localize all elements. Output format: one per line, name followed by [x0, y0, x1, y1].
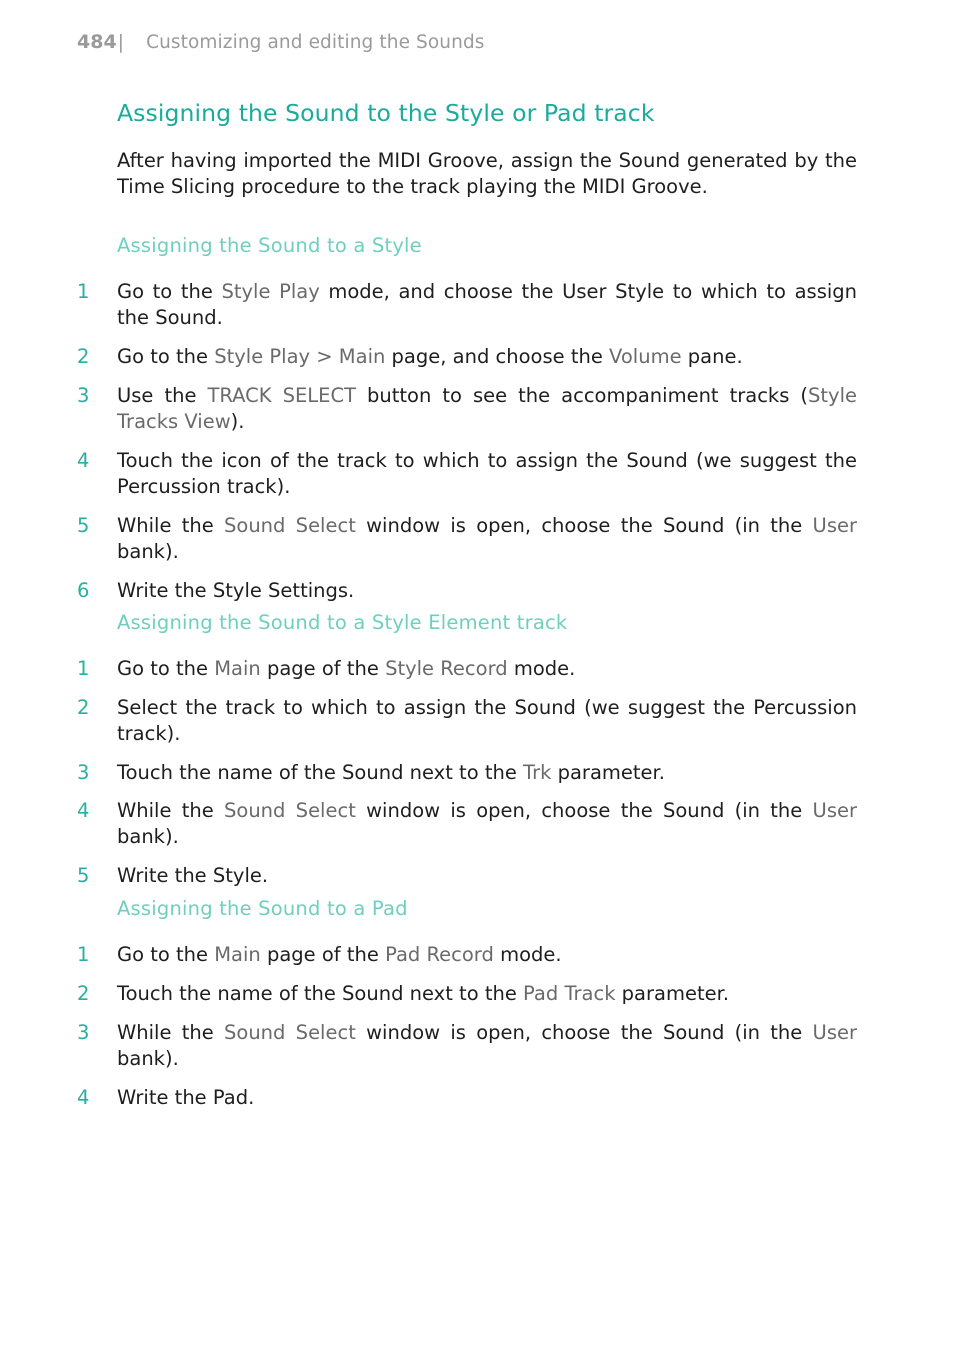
step-text	[117, 578, 857, 604]
step-item	[0, 1020, 954, 1072]
step-text-run: While the	[117, 514, 225, 537]
ui-keyword: Sound Select	[224, 514, 356, 537]
step-text-run: bank).	[117, 540, 179, 563]
step-text-run: parameter.	[551, 761, 665, 784]
step-text	[117, 798, 857, 850]
step-text-run: page, and choose the	[385, 345, 610, 368]
step-text-run: Write the Style Settings.	[117, 579, 355, 602]
step-text-run: Write the Pad.	[117, 1086, 255, 1109]
ui-keyword: User	[812, 1021, 857, 1044]
page-header	[77, 31, 485, 59]
step-text-run: While the	[117, 799, 225, 822]
step-number: 2	[77, 345, 90, 368]
step-item	[0, 760, 954, 786]
step-text-run: Use the	[117, 384, 208, 407]
step-text-run: mode.	[507, 657, 576, 680]
ui-keyword: Pad Track	[523, 982, 616, 1005]
step-item	[0, 344, 954, 370]
step-text-run: button to see the accompaniment tracks (	[356, 384, 809, 407]
step-text-run: window is open, choose the Sound (in the	[355, 1021, 813, 1044]
step-number: 3	[77, 384, 90, 407]
step-text-run: Touch the name of the Sound next to the	[117, 761, 524, 784]
step-text	[117, 656, 857, 682]
step-text	[117, 1085, 857, 1111]
ui-keyword: Sound Select	[224, 799, 356, 822]
step-item	[0, 279, 954, 331]
step-text	[117, 863, 857, 889]
header-separator: |	[117, 31, 125, 53]
step-text	[117, 513, 857, 565]
step-text-run: Go to the	[117, 280, 222, 303]
step-text	[117, 695, 857, 747]
section-title: Assigning the Sound to the Style or Pad track	[117, 99, 655, 127]
step-number: 1	[77, 657, 90, 680]
ui-keyword: Volume	[609, 345, 682, 368]
step-item	[0, 383, 954, 435]
ui-keyword: User	[812, 799, 857, 822]
subhead-style-element: Assigning the Sound to a Style Element track	[117, 611, 568, 634]
ui-keyword: Style Tracks View	[117, 384, 857, 433]
step-text-run: page of the	[260, 657, 386, 680]
step-number: 4	[77, 799, 90, 822]
step-text-run: Write the Style.	[117, 864, 269, 887]
ui-keyword: Style Record	[385, 657, 508, 680]
step-item	[0, 863, 954, 889]
step-text-run: Go to the	[117, 943, 215, 966]
step-item	[0, 798, 954, 850]
step-text	[117, 448, 857, 500]
step-item	[0, 578, 954, 604]
step-text-run: ).	[230, 410, 245, 433]
step-text	[117, 344, 857, 370]
ui-keyword: Style Play > Main	[214, 345, 386, 368]
step-item	[0, 1085, 954, 1111]
step-number: 4	[77, 1086, 90, 1109]
step-text-run: page of the	[260, 943, 386, 966]
ui-keyword: Style Play	[221, 280, 320, 303]
ui-keyword: TRACK SELECT	[207, 384, 356, 407]
step-text-run: pane.	[681, 345, 743, 368]
ui-keyword: Sound Select	[224, 1021, 356, 1044]
step-text-run: Touch the name of the Sound next to the	[117, 982, 524, 1005]
step-number: 2	[77, 696, 90, 719]
step-item	[0, 656, 954, 682]
step-text-run: window is open, choose the Sound (in the	[355, 799, 813, 822]
step-text	[117, 383, 857, 435]
step-text	[117, 1020, 857, 1072]
step-text	[117, 981, 857, 1007]
page-number: 484	[77, 31, 117, 53]
step-number: 2	[77, 982, 90, 1005]
step-text-run: Go to the	[117, 345, 215, 368]
step-item	[0, 981, 954, 1007]
step-text-run: bank).	[117, 825, 179, 848]
ui-keyword: Main	[214, 657, 261, 680]
steps-pad	[0, 942, 954, 1111]
step-number: 5	[77, 514, 90, 537]
steps-style-element	[0, 656, 954, 889]
step-text-run: Touch the icon of the track to which to assign the Sound (we suggest the Percussion track).	[117, 449, 857, 498]
step-text-run: mode.	[493, 943, 562, 966]
step-number: 3	[77, 761, 90, 784]
step-text	[117, 279, 857, 331]
intro-paragraph: After having imported the MIDI Groove, assign the Sound generated by the Time Slicing procedure to the track playing the MIDI Groove.	[117, 149, 857, 198]
ui-keyword: User	[812, 514, 857, 537]
step-item	[0, 695, 954, 747]
step-item	[0, 448, 954, 500]
ui-keyword: Pad Record	[385, 943, 494, 966]
step-text-run: mode, and choose the User Style to which to assign the Sound.	[117, 280, 858, 329]
step-number: 5	[77, 864, 90, 887]
step-number: 1	[77, 280, 90, 303]
step-text-run: While the	[117, 1021, 225, 1044]
step-text-run: bank).	[117, 1047, 179, 1070]
subhead-pad: Assigning the Sound to a Pad	[117, 897, 408, 920]
ui-keyword: Trk	[523, 761, 552, 784]
subhead-style: Assigning the Sound to a Style	[117, 234, 422, 257]
chapter-title: Customizing and editing the Sounds	[146, 32, 485, 53]
steps-style	[0, 279, 954, 604]
step-item	[0, 513, 954, 565]
step-text-run: Select the track to which to assign the Sound (we suggest the Percussion track).	[117, 696, 857, 745]
step-text-run: Go to the	[117, 657, 215, 680]
ui-keyword: Main	[214, 943, 261, 966]
step-item	[0, 942, 954, 968]
step-number: 4	[77, 449, 90, 472]
step-text	[117, 942, 857, 968]
step-number: 3	[77, 1021, 90, 1044]
step-text-run: window is open, choose the Sound (in the	[355, 514, 813, 537]
step-text	[117, 760, 857, 786]
step-number: 6	[77, 579, 90, 602]
step-number: 1	[77, 943, 90, 966]
step-text-run: parameter.	[615, 982, 730, 1005]
